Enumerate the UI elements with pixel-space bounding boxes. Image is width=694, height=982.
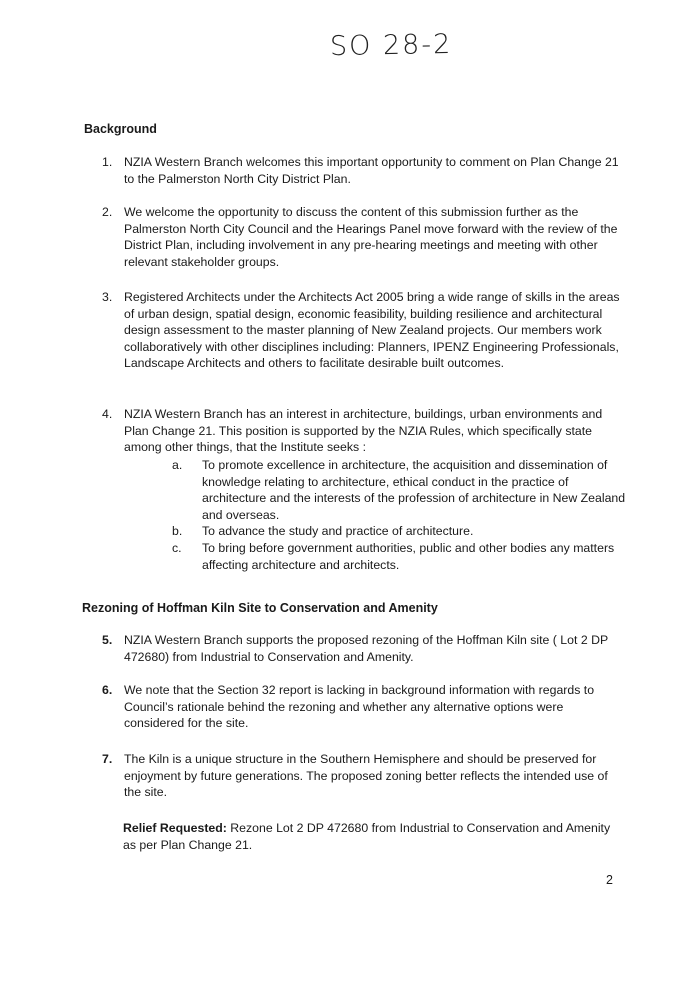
relief-label: Relief Requested: bbox=[123, 821, 227, 835]
list-item-2 bbox=[102, 204, 622, 270]
item-number: 6. bbox=[102, 683, 113, 697]
item-number: 4. bbox=[102, 407, 113, 421]
item-text: We welcome the opportunity to discuss the content of this submission further as the Palmerston North City Council and the Hearings Panel move forward with the review of the District Plan, including involvement in any pre-hearing meetings and meeting with other relevant stakeholder groups. bbox=[124, 205, 618, 269]
sub-item-letter: c. bbox=[172, 541, 182, 555]
item-text: Registered Architects under the Architects Act 2005 bring a wide range of skills in the areas of urban design, spatial design, economic feasibility, building resilience and architectural design assessment to the master planning of New Zealand projects. Our members work collaboratively with other disciplines including: Planners, IPENZ Engineering Professionals, Landscape Architects and others to facilitate desirable built outcomes. bbox=[124, 290, 620, 370]
sub-item-text: To advance the study and practice of architecture. bbox=[202, 524, 474, 538]
handwritten-reference-stamp: SO 28-2 bbox=[329, 28, 453, 63]
sub-item-a bbox=[172, 457, 632, 523]
list-item-1 bbox=[102, 154, 622, 187]
sub-item-text: To bring before government authorities, public and other bodies any matters affecting architecture and architects. bbox=[202, 541, 615, 572]
list-item-3 bbox=[102, 289, 622, 372]
list-item-5 bbox=[102, 632, 622, 665]
item-text: NZIA Western Branch welcomes this important opportunity to comment on Plan Change 21 to the Palmerston North City District Plan. bbox=[124, 155, 619, 186]
page-number: 2 bbox=[606, 873, 613, 887]
item-text: NZIA Western Branch supports the proposed rezoning of the Hoffman Kiln site ( Lot 2 DP 472680) from Industrial to Conservation and Amenity. bbox=[124, 633, 608, 664]
sub-item-text: To promote excellence in architecture, the acquisition and dissemination of knowledge relating to architecture, ethical conduct in the practice of architecture and the interests of the profession of architecture in New Zealand and overseas. bbox=[202, 458, 626, 522]
list-item-4 bbox=[102, 406, 622, 456]
item-number: 5. bbox=[102, 633, 113, 647]
section-heading-rezoning: Rezoning of Hoffman Kiln Site to Conservation and Amenity bbox=[82, 601, 438, 615]
sub-item-letter: a. bbox=[172, 458, 183, 472]
sub-item-c bbox=[172, 540, 632, 573]
item-number: 3. bbox=[102, 290, 113, 304]
item-number: 7. bbox=[102, 752, 113, 766]
sub-item-letter: b. bbox=[172, 524, 183, 538]
relief-text: Rezone Lot 2 DP 472680 from Industrial to Conservation and Amenity as per Plan Change 21. bbox=[123, 821, 611, 852]
item-text: The Kiln is a unique structure in the Southern Hemisphere and should be preserved for enjoyment by future generations. The proposed zoning better reflects the intended use of the site. bbox=[124, 752, 608, 799]
sub-item-b bbox=[172, 523, 632, 540]
item-number: 1. bbox=[102, 155, 113, 169]
list-item-7 bbox=[102, 751, 622, 801]
item-text: NZIA Western Branch has an interest in architecture, buildings, urban environments and Plan Change 21. This position is supported by the NZIA Rules, which specifically state among other things, that the Institute seeks : bbox=[124, 407, 603, 454]
relief-requested bbox=[123, 820, 623, 853]
section-heading-background: Background bbox=[84, 122, 157, 136]
list-item-6 bbox=[102, 682, 622, 732]
item-text: We note that the Section 32 report is lacking in background information with regards to Council’s rationale behind the rezoning and whether any alternative options were considered for the site. bbox=[124, 683, 595, 730]
item-number: 2. bbox=[102, 205, 113, 219]
